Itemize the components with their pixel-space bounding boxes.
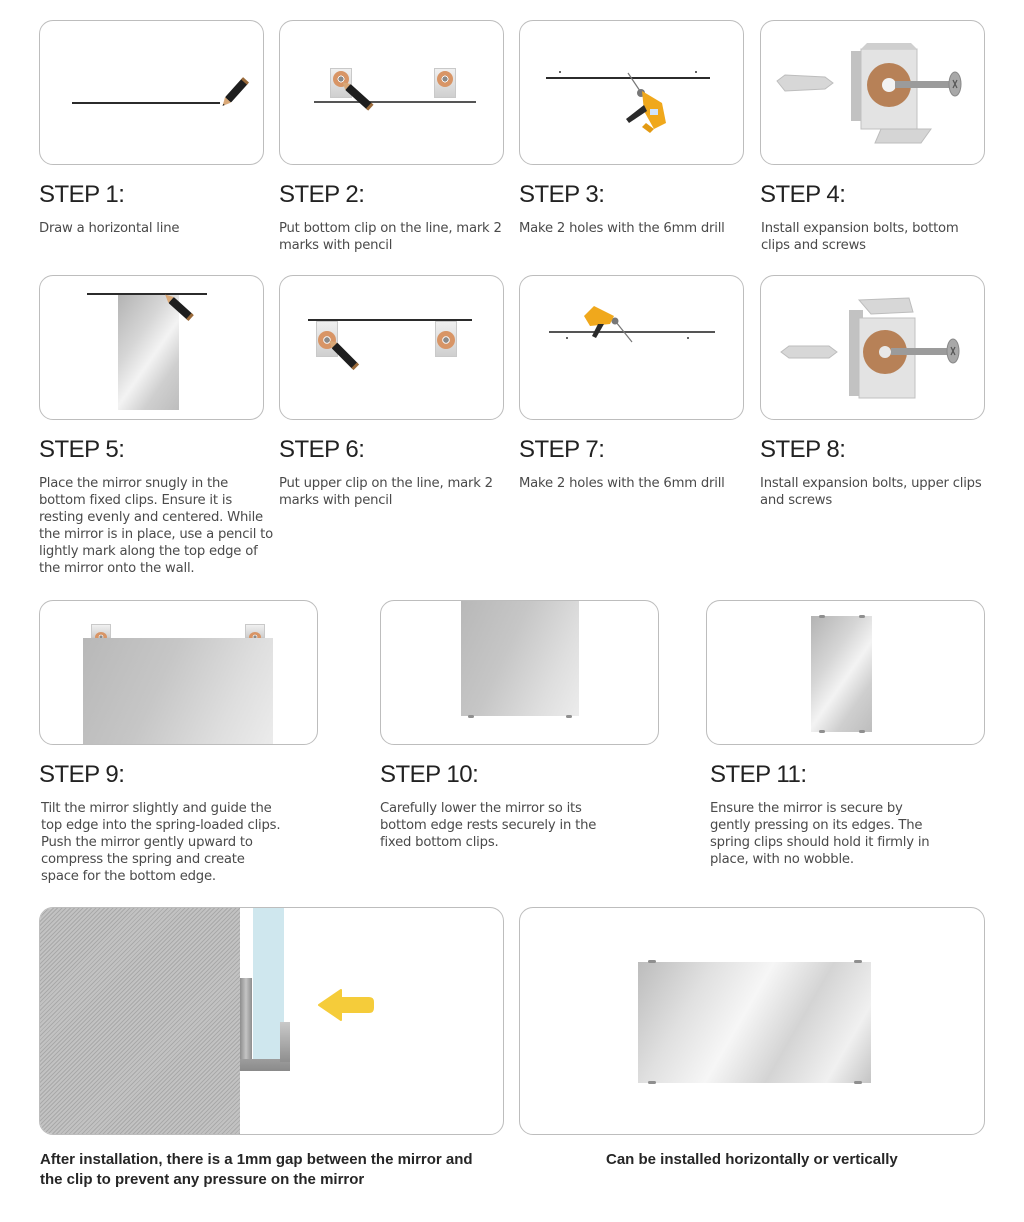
step-8-title: STEP 8: bbox=[760, 436, 846, 463]
mark-dot bbox=[687, 337, 689, 339]
washer-icon bbox=[437, 331, 455, 349]
drill-icon bbox=[580, 304, 640, 348]
step-8-description: Install expansion bolts, upper clips and screws bbox=[760, 476, 982, 508]
mirror-image bbox=[83, 638, 273, 745]
orientation-caption: Can be installed horizontally or vertically bbox=[606, 1151, 898, 1168]
top-clip-left bbox=[819, 615, 825, 618]
step-1-description: Draw a horizontal line bbox=[39, 221, 180, 236]
mirror-image bbox=[638, 962, 871, 1083]
step-7-description: Make 2 holes with the 6mm drill bbox=[519, 476, 725, 491]
bottom-clip-right bbox=[854, 1081, 862, 1084]
clip-bolt-assembly-icon bbox=[771, 39, 976, 149]
drill-icon bbox=[620, 71, 680, 137]
mark-dot bbox=[695, 71, 697, 73]
step-5-illustration bbox=[39, 275, 264, 420]
step-4-description: Install expansion bolts, bottom clips and screws bbox=[761, 221, 959, 253]
step-10-title: STEP 10: bbox=[380, 761, 479, 788]
mark-dot bbox=[559, 71, 561, 73]
step-10-description: Carefully lower the mirror so its bottom edge rests securely in the fixed bottom clips. bbox=[380, 801, 597, 850]
step-4-title: STEP 4: bbox=[760, 181, 846, 208]
bottom-clip-right bbox=[859, 730, 865, 733]
mirror-image bbox=[461, 601, 579, 716]
wall-section bbox=[40, 908, 240, 1135]
step-11-title: STEP 11: bbox=[710, 761, 807, 788]
step-7-title: STEP 7: bbox=[519, 436, 605, 463]
step-9-description: Tilt the mirror slightly and guide the top edge into the spring-loaded clips. Push the mirror gently upward to compress the spring and create space for the bottom edge. bbox=[41, 801, 281, 884]
top-clip-left bbox=[648, 960, 656, 963]
mark-dot bbox=[566, 337, 568, 339]
step-3-description: Make 2 holes with the 6mm drill bbox=[519, 221, 725, 236]
pencil-icon bbox=[160, 290, 200, 326]
pencil-icon bbox=[324, 336, 366, 376]
top-clip-right bbox=[854, 960, 862, 963]
step-6-title: STEP 6: bbox=[279, 436, 365, 463]
mirror-image bbox=[811, 616, 872, 732]
step-1-illustration bbox=[39, 20, 264, 165]
arrow-left-icon bbox=[317, 988, 377, 1022]
step-8-illustration bbox=[760, 275, 985, 420]
clip-front-lip bbox=[280, 1022, 290, 1062]
gap-cross-section-diagram bbox=[39, 907, 504, 1135]
step-5-description: Place the mirror snugly in the bottom fixed clips. Ensure it is resting evenly and centered. While the mirror is in place, use a pencil to lightly mark along the top edge of the mirror onto the wall. bbox=[39, 476, 274, 576]
pencil-icon bbox=[216, 73, 256, 109]
clip-bolt-assembly-icon bbox=[775, 290, 980, 405]
step-5-title: STEP 5: bbox=[39, 436, 125, 463]
gap-caption: After installation, there is a 1mm gap between the mirror and the clip to prevent any pressure on the mirror bbox=[40, 1151, 473, 1188]
bottom-clip-left bbox=[468, 715, 474, 718]
step-4-illustration bbox=[760, 20, 985, 165]
step-9-illustration bbox=[39, 600, 318, 745]
step-7-illustration bbox=[519, 275, 744, 420]
step-6-description: Put upper clip on the line, mark 2 marks with pencil bbox=[279, 476, 493, 508]
bottom-clip-left bbox=[648, 1081, 656, 1084]
step-2-description: Put bottom clip on the line, mark 2 marks with pencil bbox=[279, 221, 502, 253]
step-11-description: Ensure the mirror is secure by gently pressing on its edges. The spring clips should hold it firmly in place, with no wobble. bbox=[710, 801, 930, 867]
washer-icon bbox=[437, 71, 453, 87]
bottom-clip-left bbox=[819, 730, 825, 733]
pencil-icon bbox=[338, 77, 380, 117]
bottom-clip-right bbox=[566, 715, 572, 718]
step-3-illustration bbox=[519, 20, 744, 165]
top-clip-right bbox=[859, 615, 865, 618]
step-1-title: STEP 1: bbox=[39, 181, 125, 208]
step-3-title: STEP 3: bbox=[519, 181, 605, 208]
step-11-illustration bbox=[706, 600, 985, 745]
orientation-illustration bbox=[519, 907, 985, 1135]
step-6-illustration bbox=[279, 275, 504, 420]
step-2-illustration bbox=[279, 20, 504, 165]
pencil-line bbox=[72, 102, 220, 104]
step-9-title: STEP 9: bbox=[39, 761, 125, 788]
clip-back-plate bbox=[240, 978, 252, 1071]
step-10-illustration bbox=[380, 600, 659, 745]
step-2-title: STEP 2: bbox=[279, 181, 365, 208]
